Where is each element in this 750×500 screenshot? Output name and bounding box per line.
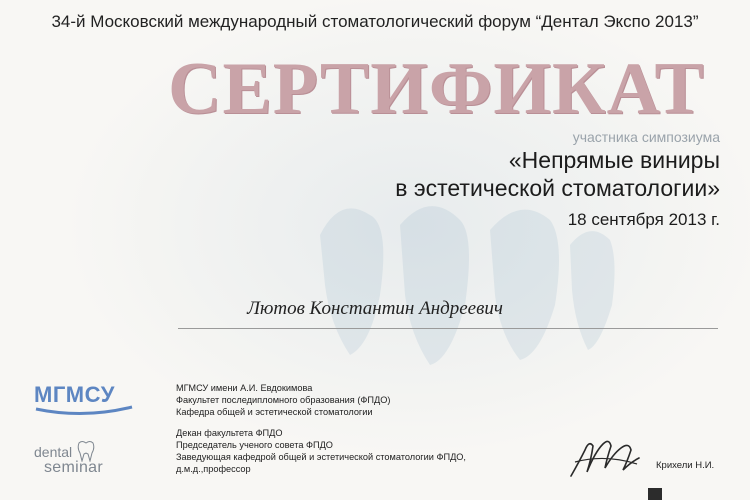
symposium-topic-line-1: «Непрямые виниры: [508, 147, 720, 173]
institution-line: Кафедра общей и эстетической стоматологии: [176, 407, 373, 417]
institution-block: [176, 382, 390, 418]
symposium-date: 18 сентября 2013 г.: [567, 210, 720, 229]
name-underline: [178, 328, 718, 329]
institution-line: МГМСУ имени А.И. Евдокимова: [176, 383, 313, 393]
dean-line: Декан факультета ФПДО: [176, 428, 283, 438]
participant-label: участника симпозиума: [572, 129, 720, 145]
dean-line: д.м.д.,профессор: [176, 464, 251, 474]
dental-logo-text: dental: [34, 444, 73, 460]
tooth-watermark-graphic: [300, 175, 620, 375]
handwritten-signature: [565, 432, 645, 482]
dean-line: Председатель ученого совета ФПДО: [176, 440, 333, 450]
seminar-logo-text: seminar: [44, 459, 104, 476]
stamp-corner: [648, 488, 662, 500]
mgmsu-logo: МГМСУ: [34, 382, 115, 407]
mgmsu-swoosh-icon: [34, 405, 134, 417]
dean-block: [176, 427, 466, 475]
certificate-title: СЕРТИФИКАТ: [168, 48, 705, 130]
institution-line: Факультет последипломного образования (ФПДО): [176, 395, 391, 405]
signatory-name: Крихели Н.И.: [656, 460, 715, 471]
forum-title: 34-й Московский международный стоматологический форум “Дентал Экспо 2013”: [51, 12, 699, 31]
symposium-topic-line-2: в эстетической стоматологии»: [395, 175, 720, 201]
dean-line: Заведующая кафедрой общей и эстетической стоматологии ФПДО,: [176, 452, 466, 462]
recipient-name: Лютов Константин Андреевич: [247, 298, 503, 319]
